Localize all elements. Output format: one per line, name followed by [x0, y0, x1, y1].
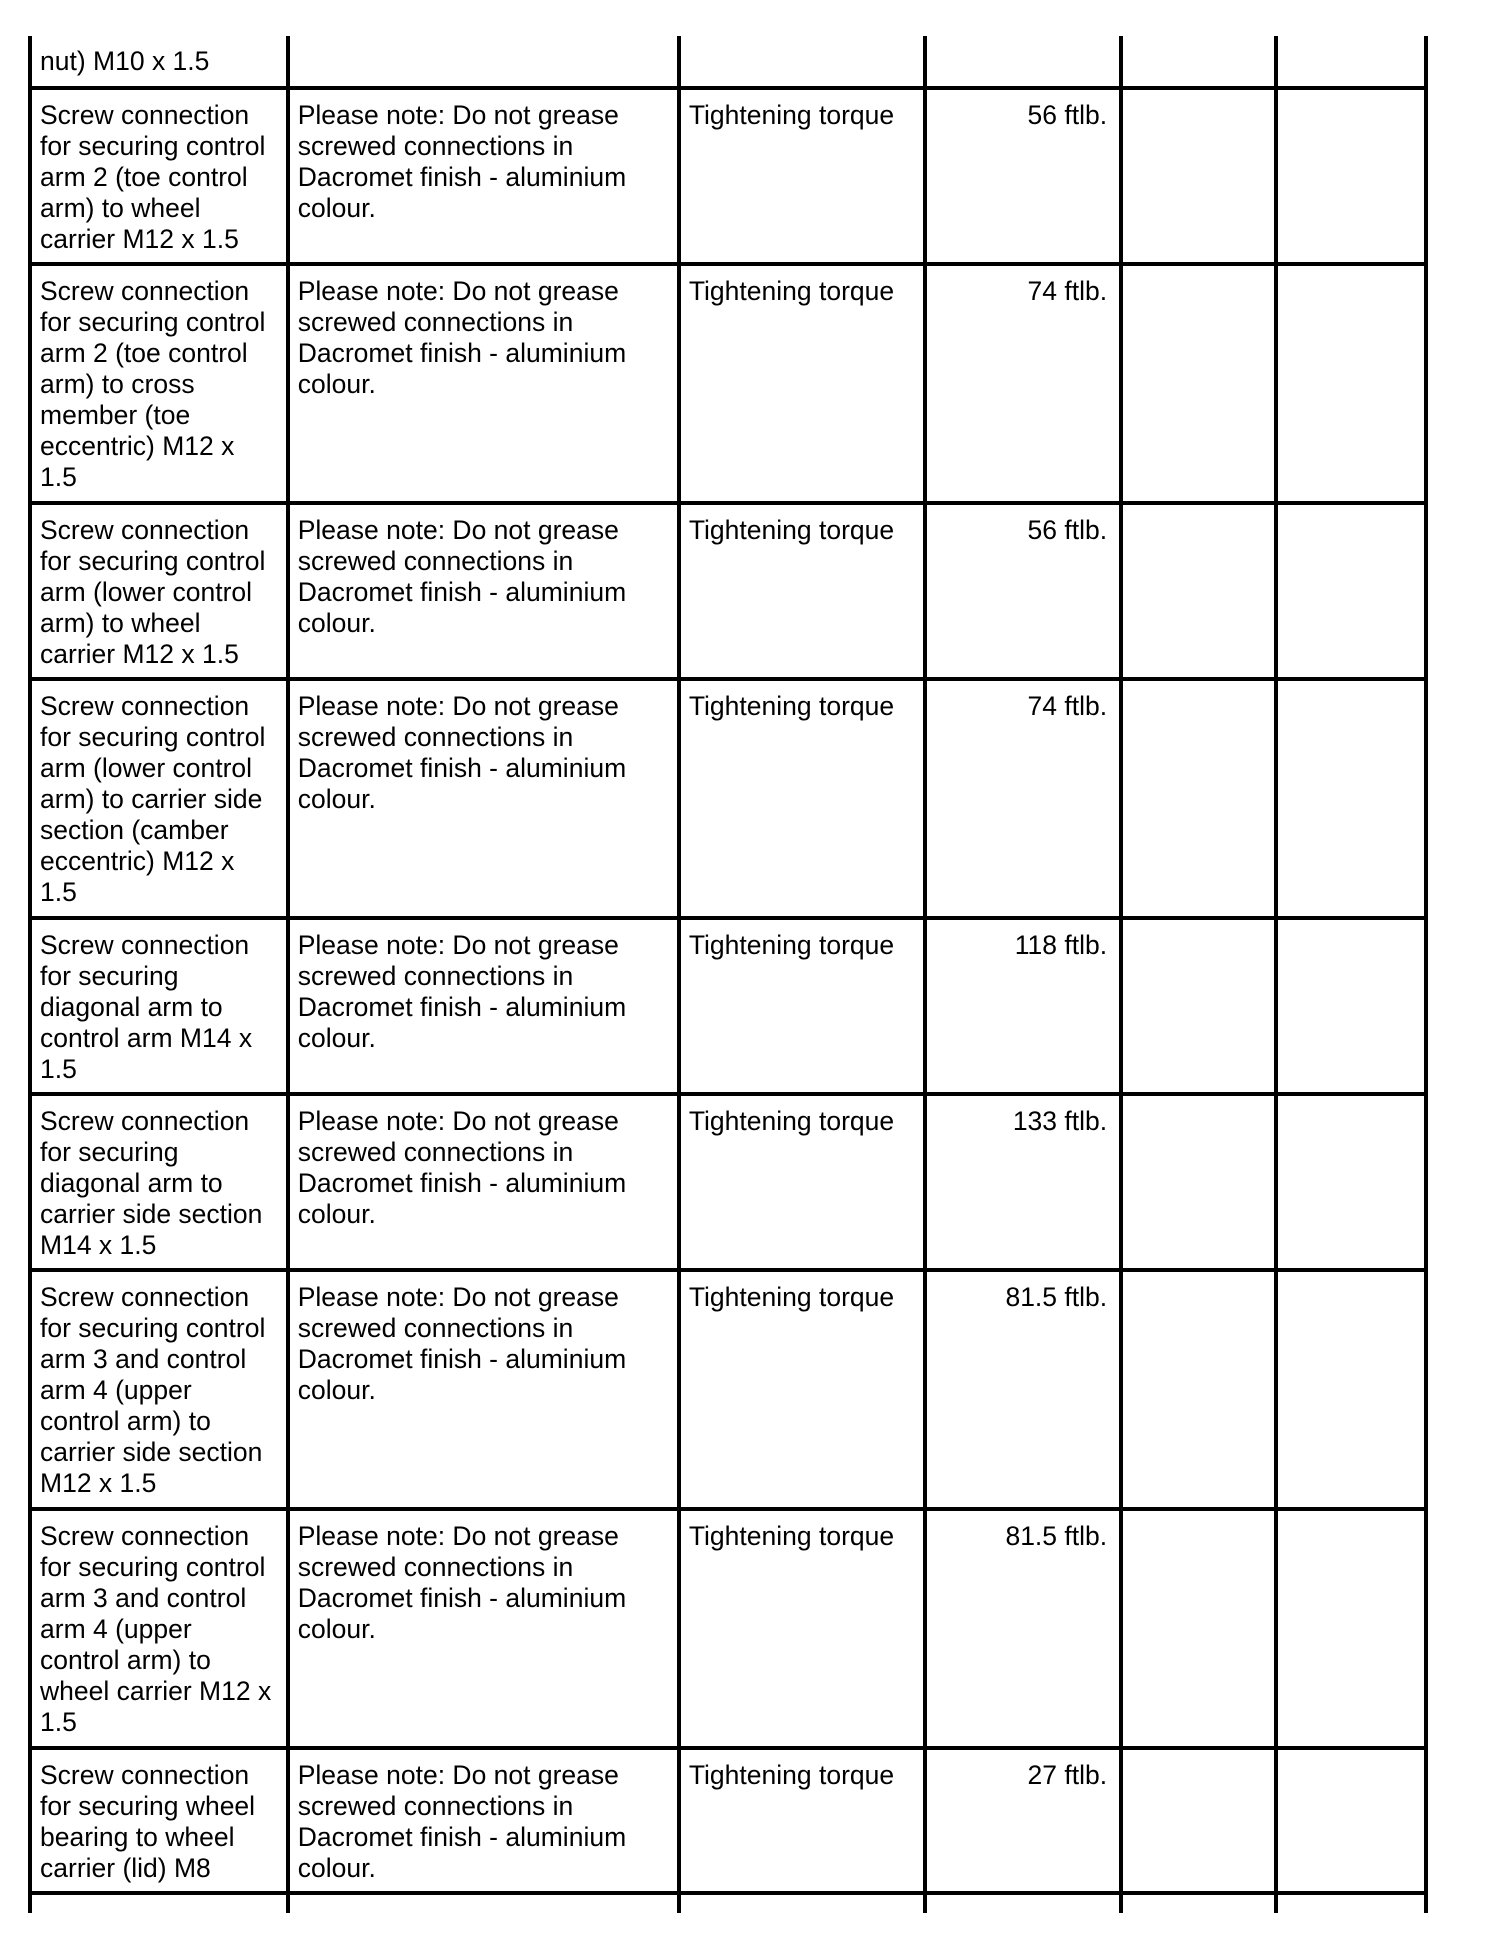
value-cell: 56 ftlb. [925, 503, 1122, 679]
table-row [30, 1270, 1426, 1509]
table-row [30, 264, 1426, 503]
component-cell: Screw connection for securing diagonal arm to control arm M14 x 1.5 [30, 918, 288, 1094]
empty-cell [1276, 918, 1426, 1094]
value-cell: 74 ftlb. [925, 264, 1122, 503]
empty-cell [925, 1893, 1122, 1913]
table-row [30, 503, 1426, 679]
empty-cell [1121, 1748, 1275, 1893]
note-cell: Please note: Do not grease screwed connections in Dacromet finish - aluminium colour. [288, 679, 679, 918]
empty-cell [1121, 1270, 1275, 1509]
type-cell [679, 36, 925, 88]
type-cell: Tightening torque [679, 1509, 925, 1748]
component-cell: Screw connection for securing wheel bearing to wheel carrier (lid) M8 [30, 1748, 288, 1893]
empty-cell [1121, 36, 1275, 88]
value-cell: 56 ftlb. [925, 88, 1122, 264]
torque-spec-table [28, 36, 1428, 1913]
empty-cell [1276, 1509, 1426, 1748]
empty-cell [1121, 1893, 1275, 1913]
component-cell: Screw connection for securing control arm (lower control arm) to wheel carrier M12 x 1.5 [30, 503, 288, 679]
type-cell: Tightening torque [679, 1270, 925, 1509]
empty-cell [1121, 264, 1275, 503]
empty-cell [1121, 503, 1275, 679]
value-cell: 27 ftlb. [925, 1748, 1122, 1893]
empty-cell [1121, 88, 1275, 264]
empty-cell [679, 1893, 925, 1913]
table-row [30, 918, 1426, 1094]
table-body [30, 36, 1426, 1913]
empty-cell [1276, 36, 1426, 88]
empty-cell [1121, 1094, 1275, 1270]
value-cell: 133 ftlb. [925, 1094, 1122, 1270]
value-cell: 118 ftlb. [925, 918, 1122, 1094]
note-cell: Please note: Do not grease screwed connections in Dacromet finish - aluminium colour. [288, 1748, 679, 1893]
note-cell: Please note: Do not grease screwed connections in Dacromet finish - aluminium colour. [288, 503, 679, 679]
empty-cell [288, 1893, 679, 1913]
type-cell: Tightening torque [679, 503, 925, 679]
value-cell: 74 ftlb. [925, 679, 1122, 918]
empty-cell [1276, 1893, 1426, 1913]
empty-cell [1276, 1270, 1426, 1509]
empty-cell [1276, 264, 1426, 503]
component-cell: Screw connection for securing control arm 3 and control arm 4 (upper control arm) to carrier side section M12 x 1.5 [30, 1270, 288, 1509]
table-row [30, 679, 1426, 918]
table-row-continuation [30, 1893, 1426, 1913]
table-row-continued [30, 36, 1426, 88]
note-cell: Please note: Do not grease screwed connections in Dacromet finish - aluminium colour. [288, 918, 679, 1094]
type-cell: Tightening torque [679, 1094, 925, 1270]
component-cell: Screw connection for securing diagonal arm to carrier side section M14 x 1.5 [30, 1094, 288, 1270]
table-row [30, 1509, 1426, 1748]
empty-cell [1276, 1748, 1426, 1893]
value-cell: 81.5 ftlb. [925, 1270, 1122, 1509]
note-cell: Please note: Do not grease screwed connections in Dacromet finish - aluminium colour. [288, 1094, 679, 1270]
type-cell: Tightening torque [679, 679, 925, 918]
empty-cell [1276, 1094, 1426, 1270]
type-cell: Tightening torque [679, 1748, 925, 1893]
empty-cell [1121, 679, 1275, 918]
type-cell: Tightening torque [679, 918, 925, 1094]
note-cell: Please note: Do not grease screwed connections in Dacromet finish - aluminium colour. [288, 1270, 679, 1509]
component-cell: Screw connection for securing control arm 3 and control arm 4 (upper control arm) to wheel carrier M12 x 1.5 [30, 1509, 288, 1748]
component-cell: nut) M10 x 1.5 [30, 36, 288, 88]
component-cell: Screw connection for securing control arm 2 (toe control arm) to wheel carrier M12 x 1.5 [30, 88, 288, 264]
note-cell: Please note: Do not grease screwed connections in Dacromet finish - aluminium colour. [288, 88, 679, 264]
empty-cell [1276, 503, 1426, 679]
empty-cell [1121, 918, 1275, 1094]
type-cell: Tightening torque [679, 88, 925, 264]
empty-cell [1121, 1509, 1275, 1748]
note-cell: Please note: Do not grease screwed connections in Dacromet finish - aluminium colour. [288, 1509, 679, 1748]
empty-cell [1276, 88, 1426, 264]
component-cell: Screw connection for securing control arm 2 (toe control arm) to cross member (toe eccentric) M12 x 1.5 [30, 264, 288, 503]
empty-cell [1276, 679, 1426, 918]
note-cell: Please note: Do not grease screwed connections in Dacromet finish - aluminium colour. [288, 264, 679, 503]
type-cell: Tightening torque [679, 264, 925, 503]
value-cell [925, 36, 1122, 88]
table-row [30, 88, 1426, 264]
note-cell [288, 36, 679, 88]
empty-cell [30, 1893, 288, 1913]
table-row [30, 1094, 1426, 1270]
value-cell: 81.5 ftlb. [925, 1509, 1122, 1748]
table-row [30, 1748, 1426, 1893]
component-cell: Screw connection for securing control arm (lower control arm) to carrier side section (camber eccentric) M12 x 1.5 [30, 679, 288, 918]
